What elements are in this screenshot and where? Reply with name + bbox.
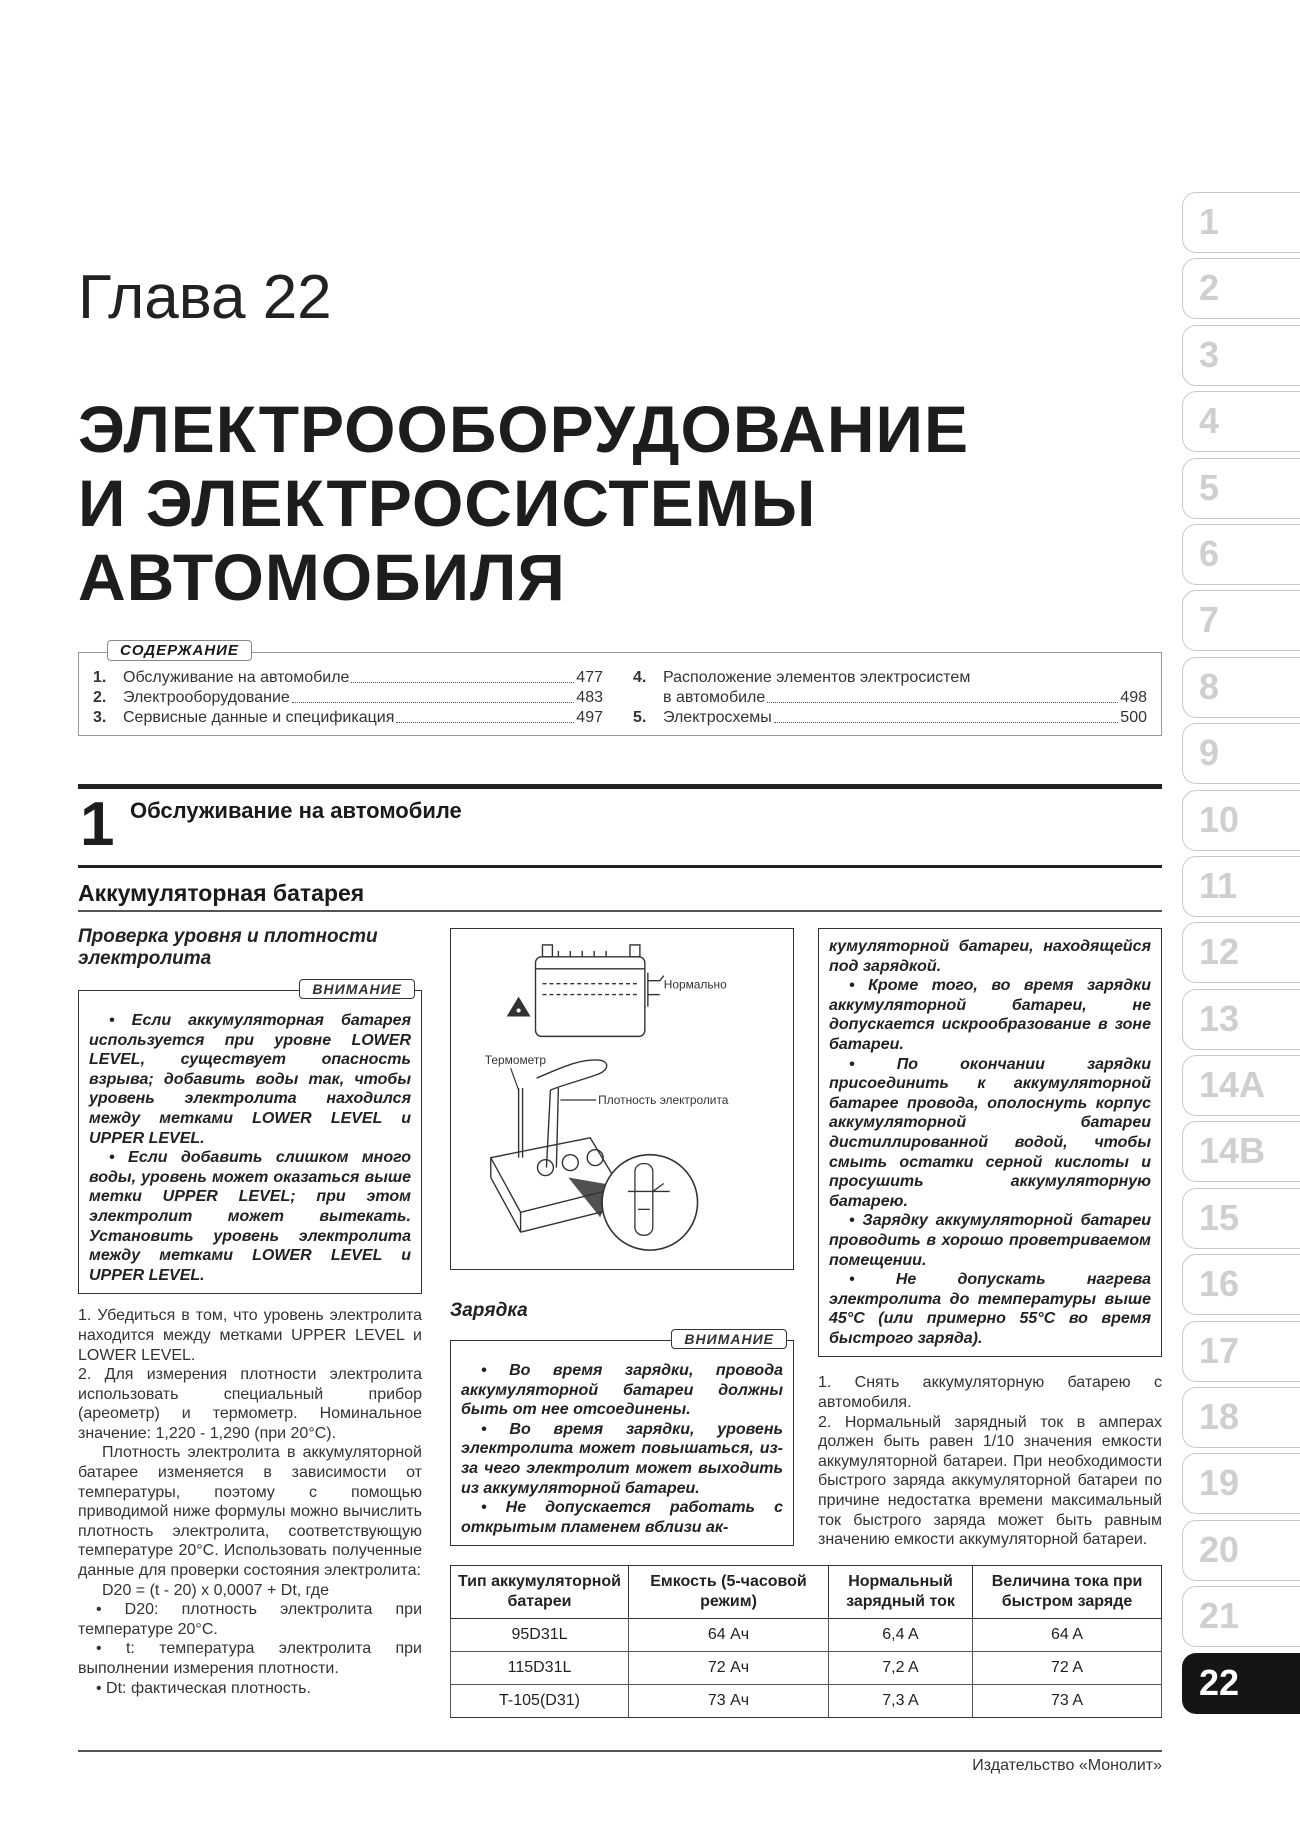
table-cell: 72 A <box>973 1652 1162 1685</box>
table-cell: T-105(D31) <box>451 1685 629 1718</box>
contents-item-page: 498 <box>1120 689 1147 706</box>
step-2: 2. Для измерения плотности электролита использовать специальный прибор (ареометр) и термометр. Номинальное значение: 1,220 - 1,290 (при 20°C). <box>78 1366 422 1442</box>
contents-item-title: Электрооборудование <box>123 689 290 706</box>
chapter-tab-5[interactable]: 5 <box>1182 458 1300 519</box>
subsection-title: Аккумуляторная батарея <box>78 880 365 906</box>
section-rule-top <box>78 784 1162 789</box>
chapter-title <box>78 392 969 614</box>
contents-item-page: 497 <box>576 709 603 726</box>
contents-box <box>78 642 1162 736</box>
chapter-tab-15[interactable]: 15 <box>1182 1188 1300 1249</box>
battery-illustration <box>451 929 793 1269</box>
contents-item[interactable] <box>633 708 1147 728</box>
table-cell: 73 Ач <box>629 1685 829 1718</box>
chapter-tab-2[interactable]: 2 <box>1182 258 1300 319</box>
contents-column-left <box>93 668 603 728</box>
figure-label-normal: Нормально <box>663 977 727 992</box>
contents-leader <box>292 688 575 703</box>
table-cell: 64 A <box>973 1619 1162 1652</box>
column-2 <box>450 1300 794 1546</box>
table-row <box>451 1619 1162 1652</box>
warning-text: • По окончании зарядки присоединить к аккумуляторной батарее провода, ополоснуть корпус аккумуляторной батареи дистиллированной водой, чтобы смыть остатки серной кислоты и просушить аккумуляторную батарею. <box>829 1055 1151 1210</box>
warning-box-continued <box>818 928 1162 1357</box>
table-cell: 64 Ач <box>629 1619 829 1652</box>
warning-text: • Если добавить слишком много воды, уровень может оказаться выше метки UPPER LEVEL; при этом электролит может вытекать. Установить уровень электролита между метками LOWER LEVEL и UPPER LEVEL. <box>89 1149 411 1284</box>
formula: D20 = (t - 20) x 0,0007 + Dt, где <box>102 1581 330 1599</box>
bullet-item: • t: температура электролита при выполнении измерения плотности. <box>78 1640 422 1677</box>
column-1 <box>78 926 422 1698</box>
chapter-tab-22[interactable]: 22 <box>1182 1653 1300 1714</box>
chapter-tab-8[interactable]: 8 <box>1182 657 1300 718</box>
footer-rule <box>78 1750 1162 1752</box>
warning-text: кумуляторной батареи, находящейся под зарядкой. <box>829 938 1151 975</box>
warning-text: • Зарядку аккумуляторной батареи проводить в хорошо проветриваемом помещении. <box>829 1212 1151 1269</box>
contents-item[interactable] <box>93 708 603 728</box>
contents-leader <box>767 688 1118 703</box>
bullet-item: • D20: плотность электролита при температуре 20°C. <box>78 1601 422 1638</box>
table-row <box>451 1685 1162 1718</box>
warning-text: • Во время зарядки, уровень электролита может повышаться, из-за чего электролит может выходить из аккумуляторной батареи. <box>461 1420 783 1497</box>
chapter-tab-14a[interactable]: 14A <box>1182 1055 1300 1116</box>
chapter-title-line: ЭЛЕКТРООБОРУДОВАНИЕ <box>78 392 969 466</box>
warning-text: • Кроме того, во время зарядки аккумуляторной батареи, не допускается искрообразование в зоне батареи. <box>829 977 1151 1053</box>
contents-item[interactable] <box>93 688 603 708</box>
warning-box <box>450 1331 794 1546</box>
chapter-label: Глава 22 <box>78 263 332 332</box>
warning-box <box>78 981 422 1294</box>
chapter-tab-19[interactable]: 19 <box>1182 1453 1300 1514</box>
chapter-tab-11[interactable]: 11 <box>1182 856 1300 917</box>
chapter-tab-16[interactable]: 16 <box>1182 1254 1300 1315</box>
chapter-tab-18[interactable]: 18 <box>1182 1387 1300 1448</box>
chapter-tab-20[interactable]: 20 <box>1182 1520 1300 1581</box>
col1-heading: Проверка уровня и плотности электролита <box>78 926 378 969</box>
column-3 <box>818 928 1162 1550</box>
contents-item-title: Обслуживание на автомобиле <box>123 669 350 686</box>
chapter-tab-21[interactable]: 21 <box>1182 1586 1300 1647</box>
chapter-tabs <box>1182 192 1300 1719</box>
table-cell: 7,3 A <box>829 1685 973 1718</box>
warning-text: • Не допускать нагрева электролита до температуры выше 45°C (или примерно 55°C во время быстрого заряда). <box>829 1271 1151 1347</box>
contents-item-title: Расположение элементов электросистем <box>663 669 971 686</box>
table-cell: 6,4 A <box>829 1619 973 1652</box>
table-cell: 95D31L <box>451 1619 629 1652</box>
chapter-tab-1[interactable]: 1 <box>1182 192 1300 253</box>
table-header-row <box>451 1566 1162 1619</box>
table-header: Нормальный зарядный ток <box>829 1566 973 1619</box>
contents-item-number: 1. <box>93 669 107 686</box>
section-rule-bottom <box>78 865 1162 868</box>
contents-leader <box>774 708 1119 723</box>
contents-item-number: 2. <box>93 689 107 706</box>
warning-tag: ВНИМАНИЕ <box>671 1329 787 1349</box>
contents-item-continued[interactable] <box>633 688 1147 708</box>
bullet-item: • Dt: фактическая плотность. <box>96 1679 311 1697</box>
contents-item-page: 483 <box>576 689 603 706</box>
figure-label-density: Плотность электролита <box>598 1092 729 1107</box>
table-cell: 7,2 A <box>829 1652 973 1685</box>
table-header: Величина тока при быстром заряде <box>973 1566 1162 1619</box>
step-1: 1. Убедиться в том, что уровень электролита находится между метками UPPER LEVEL и LOWER LEVEL. <box>78 1307 422 1364</box>
chapter-tab-13[interactable]: 13 <box>1182 989 1300 1050</box>
step-1: 1. Снять аккумуляторную батарею с автомобиля. <box>818 1374 1162 1412</box>
chapter-title-line: АВТОМОБИЛЯ <box>78 540 566 614</box>
contents-item[interactable] <box>633 668 1147 688</box>
contents-tag: СОДЕРЖАНИЕ <box>107 640 252 661</box>
contents-item-title: в автомобиле <box>663 689 766 706</box>
warning-text: • Не допускается работать с открытым пламенем вблизи ак- <box>461 1499 783 1536</box>
battery-figure <box>450 928 794 1270</box>
subsection-rule <box>78 910 1162 912</box>
table-cell: 72 Ач <box>629 1652 829 1685</box>
warning-tag: ВНИМАНИЕ <box>299 979 415 999</box>
contents-item-number: 3. <box>93 709 107 726</box>
step-2: 2. Нормальный зарядный ток в амперах должен быть равен 1/10 значения емкости аккумуляторной батареи. При необходимости быстрого заряда аккумуляторной батареи по причине недостатка времени максимальный ток быстрого заряда может быть равным значению емкости аккумуляторной батареи. <box>818 1413 1162 1549</box>
table-header: Тип аккумуляторной батареи <box>451 1566 629 1619</box>
figure-label-thermometer: Термометр <box>484 1053 546 1068</box>
chapter-tab-17[interactable]: 17 <box>1182 1321 1300 1382</box>
battery-table <box>450 1565 1162 1718</box>
chapter-tab-14b[interactable]: 14B <box>1182 1121 1300 1182</box>
contents-item-number: 5. <box>633 709 647 726</box>
publisher: Издательство «Монолит» <box>972 1757 1162 1774</box>
contents-indent <box>633 688 663 708</box>
col2-heading: Зарядка <box>450 1300 528 1321</box>
chapter-tab-9[interactable]: 9 <box>1182 723 1300 784</box>
contents-item-title: Электросхемы <box>663 709 772 726</box>
contents-item[interactable] <box>93 668 603 688</box>
chapter-tab-4[interactable]: 4 <box>1182 391 1300 452</box>
warning-text: • Во время зарядки, провода аккумуляторной батареи должны быть от нее отсоединены. <box>461 1362 783 1419</box>
contents-column-right <box>633 668 1147 728</box>
chapter-tab-10[interactable]: 10 <box>1182 790 1300 851</box>
section-number: 1 <box>80 790 115 859</box>
contents-leader <box>396 708 574 723</box>
contents-leader <box>351 668 574 683</box>
chapter-tab-7[interactable]: 7 <box>1182 590 1300 651</box>
table-cell: 73 A <box>973 1685 1162 1718</box>
table-cell: 115D31L <box>451 1652 629 1685</box>
warning-text: • Если аккумуляторная батарея используется при уровне LOWER LEVEL, существует опасность взрыва; добавить воды так, чтобы уровень электролита находился между метками LOWER LEVEL и UPPER LEVEL. <box>89 1012 411 1147</box>
contents-item-number: 4. <box>633 669 647 686</box>
section-title: Обслуживание на автомобиле <box>130 798 462 823</box>
chapter-tab-6[interactable]: 6 <box>1182 524 1300 585</box>
contents-item-page: 500 <box>1120 709 1147 726</box>
table-header: Емкость (5-часовой режим) <box>629 1566 829 1619</box>
chapter-tab-12[interactable]: 12 <box>1182 922 1300 983</box>
table-row <box>451 1652 1162 1685</box>
paragraph: Плотность электролита в аккумуляторной батарее изменяется в зависимости от температуры, поэтому с помощью приводимой ниже формулы можно вычислить плотность электролита, соответствующую температуре 20°C. Использовать полученные данные для проверки состояния электролита: <box>78 1444 422 1580</box>
contents-item-page: 477 <box>576 669 603 686</box>
contents-item-title: Сервисные данные и спецификация <box>123 709 395 726</box>
chapter-tab-3[interactable]: 3 <box>1182 325 1300 386</box>
chapter-title-line: И ЭЛЕКТРОСИСТЕМЫ <box>78 466 817 540</box>
